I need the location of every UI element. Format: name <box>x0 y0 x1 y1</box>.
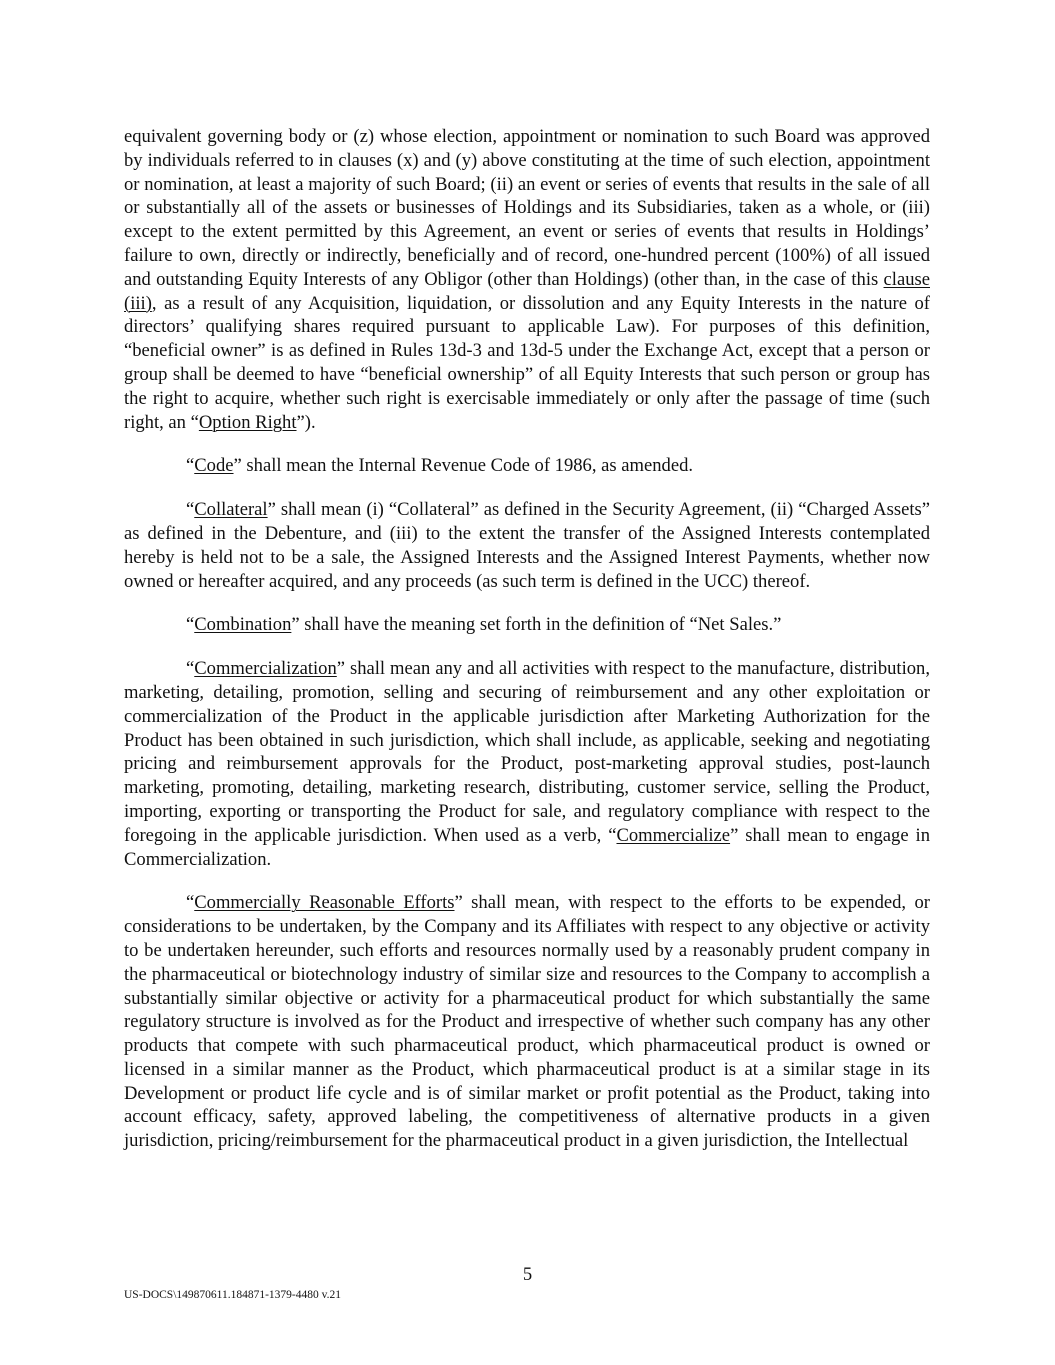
defined-term-commercially-reasonable-efforts: Commercially Reasonable Efforts <box>194 892 455 914</box>
defined-term-combination: Combination <box>194 614 292 636</box>
definition-commercially-reasonable-efforts <box>124 891 930 1153</box>
defined-term-commercialize: Commercialize <box>616 824 731 846</box>
text-run: “ <box>186 614 195 636</box>
definition-combination <box>124 613 930 637</box>
text-run: “ <box>186 499 195 521</box>
defined-term-collateral: Collateral <box>194 499 268 521</box>
definition-collateral <box>124 498 930 593</box>
document-id: US-DOCS\149870611.184871-1379-4480 v.21 <box>124 1289 342 1301</box>
text-run: ” shall mean (i) “Collateral” as defined in the Security Agreement, (ii) “Charged Assets” as defined in the Debenture, and (iii) to the extent the transfer of the Assigned Interests contemplated hereby is held not to be a sale, the Assigned Interests and the Assigned Interest Payments, whether now owned or hereafter acquired, and any proceeds (as such term is defined in the UCC) thereof. <box>124 499 930 592</box>
text-run: ” shall have the meaning set forth in the definition of “Net Sales.” <box>291 614 782 636</box>
text-run: “ <box>186 892 195 914</box>
defined-term-clause-iii: clause (iii) <box>124 268 930 314</box>
defined-term-commercialization: Commercialization <box>194 658 337 680</box>
text-run: ” shall mean any and all activities with respect to the manufacture, distribution, marketing, detailing, promotion, selling and securing of reimbursement and any other exploitation or commercialization of the Product in the applicable jurisdiction after Marketing Authorization for the Product has been obtained in such jurisdiction, which shall include, as applicable, seeking and negotiating pricing and reimbursement approvals for the Product, post-marketing approval studies, post-launch marketing, promoting, detailing, marketing research, distributing, customer service, selling the Product, importing, exporting or transporting the Product for sale, and regulatory compliance with respect to the foregoing in the applicable jurisdiction. When used as a verb, “ <box>124 658 930 846</box>
text-run: “ <box>186 658 195 680</box>
defined-term-code: Code <box>194 455 234 477</box>
paragraph-change-of-control-continued <box>124 125 930 434</box>
definition-commercialization <box>124 657 930 871</box>
definition-code <box>124 454 930 478</box>
page-number: 5 <box>522 1264 533 1285</box>
text-run: “ <box>186 455 195 477</box>
text-run: ” shall mean the Internal Revenue Code of 1986, as amended. <box>233 455 694 477</box>
text-run: , as a result of any Acquisition, liquidation, or dissolution and any Equity Interests in the nature of directors’ qualifying shares required pursuant to applicable Law). For purposes of this definition, “beneficial owner” is as defined in Rules 13d-3 and 13d-5 under the Exchange Act, except that a person or group shall be deemed to have “beneficial ownership” of all Equity Interests that such person or group has the right to acquire, whether such right is exercisable immediately or only after the passage of time (such right, an “ <box>124 292 930 433</box>
document-body <box>124 125 930 1173</box>
text-run: equivalent governing body or (z) whose election, appointment or nomination to such Board was approved by individuals referred to in clauses (x) and (y) above constituting at the time of such election, appointment or nomination, at least a majority of such Board; (ii) an event or series of events that results in the sale of all or substantially all of the assets or businesses of Holdings and its Subsidiaries, taken as a whole, or (iii) except to the extent permitted by this Agreement, an event or series of events that results in Holdings’ failure to own, directly or indirectly, beneficially and of record, one-hundred percent (100%) of all issued and outstanding Equity Interests of any Obligor (other than Holdings) (other than, in the case of this <box>124 126 930 290</box>
text-run: ” shall mean, with respect to the efforts to be expended, or considerations to be undertaken, by the Company and its Affiliates with respect to any objective or activity to be undertaken hereunder, such efforts and resources normally used by a reasonably prudent company in the pharmaceutical or biotechnology industry of similar size and resources to the Company to accomplish a substantially similar objective or activity for a pharmaceutical product for which substantially the same regulatory structure is involved as for the Product and irrespective of whether such company has any other products that compete with such pharmaceutical product, which pharmaceutical product is owned or licensed in a similar manner as the Product, which pharmaceutical product is at a similar stage in its Development or product life cycle and is of similar market or profit potential as the Product, taking into account efficacy, safety, approved labeling, the competitiveness of alternative products in a given jurisdiction, pricing/reimbursement for the pharmaceutical product in a given jurisdiction, the Intellectual <box>124 892 930 1152</box>
text-run: ” shall mean to engage in Commercialization. <box>124 824 930 870</box>
text-run: ”). <box>296 411 316 433</box>
defined-term-option-right: Option Right <box>198 411 297 433</box>
